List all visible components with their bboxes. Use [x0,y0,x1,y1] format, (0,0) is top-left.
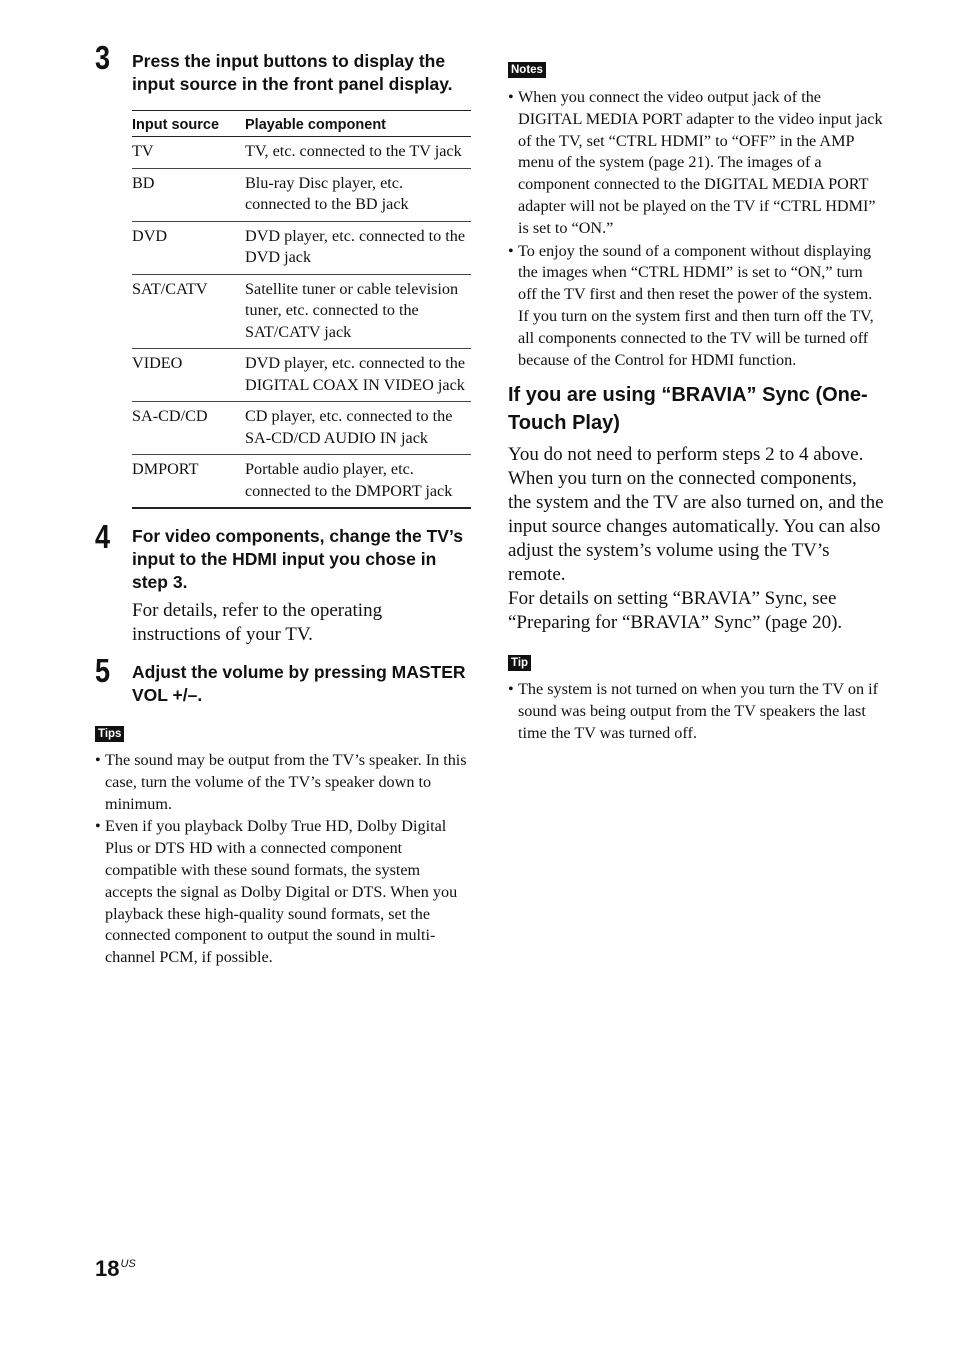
table-cell: TV, etc. connected to the TV jack [245,137,471,169]
bullet-icon: • [508,680,514,699]
table-row [132,349,471,402]
column-header: Input source [132,111,245,137]
step-number: 5 [95,652,111,689]
note-text: To enjoy the sound of a component without displaying the images when “CTRL HDMI” is set to “ON,” turn off the TV first and then reset the power of the system. [518,241,873,304]
table-cell: TV [132,137,245,169]
step-body: For details, refer to the operating instructions of your TV. [132,600,383,645]
note-continuation: If you turn on the system first and then turn off the TV, all components connected to the TV will be turned off because of the Control for HDMI function. [518,306,874,369]
page-number [95,1256,135,1282]
note-text: When you connect the video output jack of the DIGITAL MEDIA PORT adapter to the video input jack of the TV, set “CTRL HDMI” to “OFF” in the AMP menu of the system (page 21). The images of a component connected to the DIGITAL MEDIA PORT adapter will not be played on the TV if “CTRL HDMI” is set to “ON.” [518,88,883,237]
bullet-icon: • [95,817,101,836]
table-cell: SA-CD/CD [132,402,245,455]
tip-badge: Tip [508,655,531,671]
tips-list [95,750,471,969]
step-5 [95,653,471,707]
step-number: 4 [95,518,111,555]
table-cell: DVD [132,221,245,274]
notes-badge: Notes [508,62,546,78]
notes-list [508,87,884,371]
table-cell: SAT/CATV [132,274,245,349]
tip-list [508,679,884,744]
table-row [132,455,471,509]
table-cell: Satellite tuner or cable television tuner, etc. connected to the SAT/CATV jack [245,274,471,349]
list-item [95,816,471,969]
bravia-paragraph: You do not need to perform steps 2 to 4 above. When you turn on the connected components, the system and the TV are also turned on, and the input source changes automatically. You can also adjust the system’s volume using the TV’s remote. [508,444,884,586]
list-item [508,241,884,372]
table-cell: DVD player, etc. connected to the DIGITAL COAX IN VIDEO jack [245,349,471,402]
column-header: Playable component [245,111,471,137]
table-header-row [132,111,471,137]
table-cell: Blu-ray Disc player, etc. connected to the BD jack [245,168,471,221]
input-source-table [132,110,471,509]
bullet-icon: • [508,88,514,106]
bullet-icon: • [95,751,101,769]
table-cell: DVD player, etc. connected to the DVD jack [245,221,471,274]
page-number-value: 18 [95,1256,120,1281]
tip-section [508,653,884,744]
table-row [132,274,471,349]
table-row [132,168,471,221]
tips-section [95,724,471,969]
step-title: Adjust the volume by pressing MASTER VOL +/–. [132,662,466,705]
bullet-icon: • [508,241,514,260]
tip-text: Even if you playback Dolby True HD, Dolby Digital Plus or DTS HD with a connected component compatible with these sound formats, the system accepts the signal as Dolby Digital or DTS. When you playback these high-quality sound formats, set the connected component to output the sound in multi-channel PCM, if possible. [105,817,458,967]
table-row [132,221,471,274]
table-cell: BD [132,168,245,221]
step-4 [95,519,471,647]
bravia-details-paragraph: For details on setting “BRAVIA” Sync, see “Preparing for “BRAVIA” Sync” (page 20). [508,588,843,634]
tips-badge: Tips [95,726,124,742]
tip-text: The system is not turned on when you turn the TV on if sound was being output from the TV speakers the last time the TV was turned off. [518,680,878,742]
step-title: For video components, change the TV’s input to the HDMI input you chose in step 3. [132,526,463,592]
table-row [132,402,471,455]
step-3 [95,40,471,96]
table-cell: DMPORT [132,455,245,509]
tip-text: The sound may be output from the TV’s speaker. In this case, turn the volume of the TV’s speaker down to minimum. [105,751,467,813]
list-item [95,750,471,815]
table-cell: CD player, etc. connected to the SA-CD/CD AUDIO IN jack [245,402,471,455]
notes-section [508,60,884,371]
list-item [508,87,884,240]
left-column [95,40,471,970]
page-region-suffix: US [120,1258,136,1270]
bravia-sync-heading: If you are using “BRAVIA” Sync (One-Touch Play) [508,384,868,435]
right-column [508,60,884,746]
table-cell: VIDEO [132,349,245,402]
table-row [132,137,471,169]
table-cell: Portable audio player, etc. connected to the DMPORT jack [245,455,471,509]
step-number: 3 [95,39,111,76]
step-title: Press the input buttons to display the input source in the front panel display. [132,51,453,94]
list-item [508,679,884,744]
